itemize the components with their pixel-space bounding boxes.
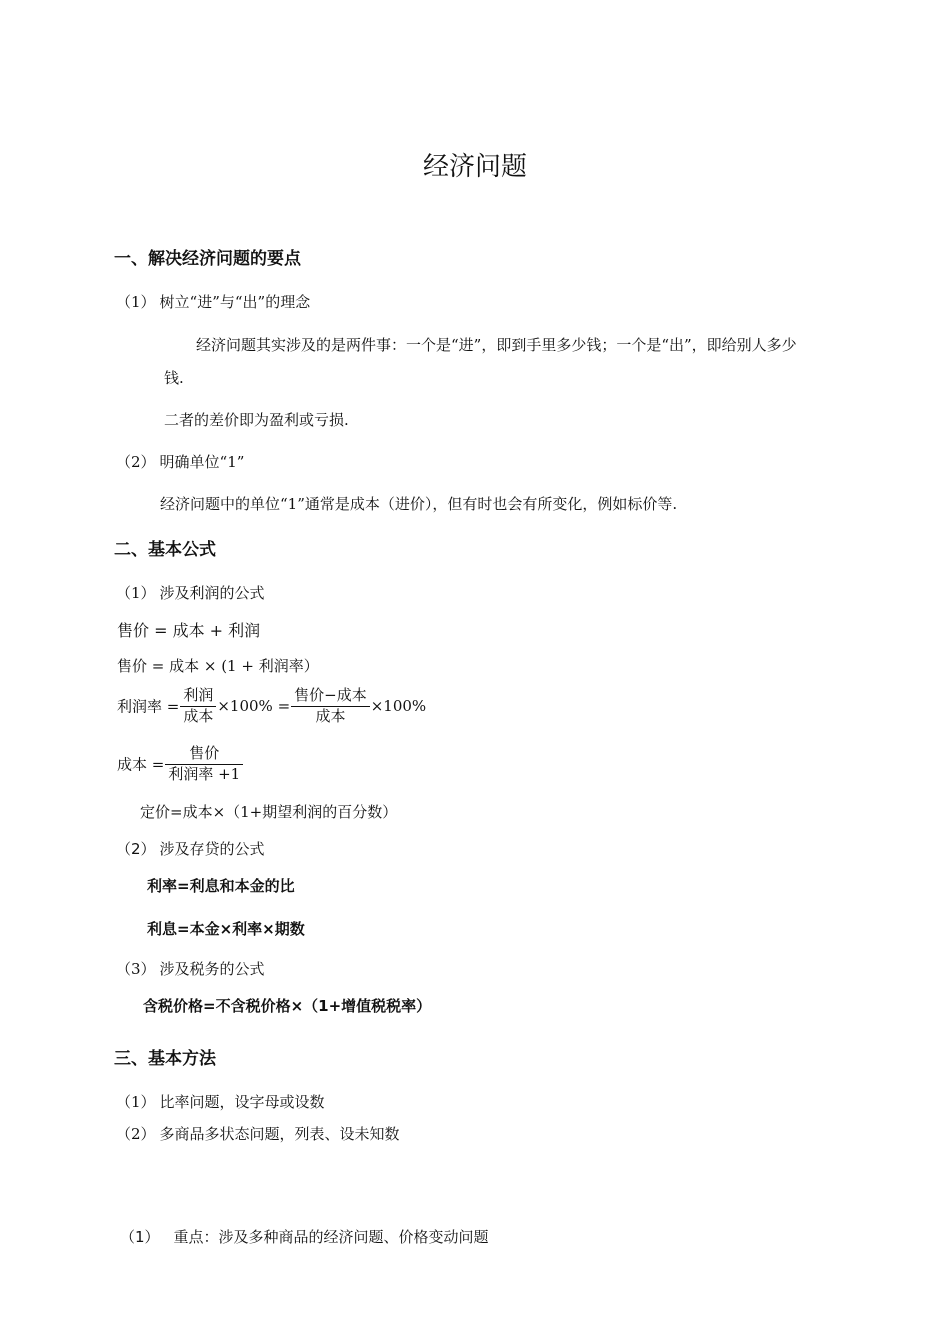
item-number: （1） [116, 1093, 156, 1111]
item-text: 树立“进”与“出”的理念 [159, 293, 311, 311]
formula-lhs: 成本 = [117, 755, 165, 774]
formula-list-price: 定价=成本×（1+期望利润的百分数） [140, 803, 398, 821]
paragraph-line: 经济问题其实涉及的是两件事：一个是“进”，即到手里多少钱；一个是“出”，即给别人多少 [196, 336, 797, 354]
list-item [116, 453, 244, 471]
fraction [180, 686, 216, 726]
section-heading-3: 三、基本方法 [114, 1049, 216, 1069]
item-number: （2） [116, 1125, 156, 1143]
fraction-denominator: 成本 [183, 706, 214, 725]
item-number: （3） [116, 960, 156, 978]
fraction-denominator: 利润率 +1 [168, 764, 241, 783]
key-point [120, 1228, 489, 1246]
formula-tail: ×100% [370, 697, 427, 715]
paragraph: 经济问题中的单位“1”通常是成本（进价），但有时也会有所变化，例如标价等. [160, 495, 678, 513]
section-heading-2: 二、基本公式 [114, 540, 216, 560]
fraction-numerator: 利润 [180, 686, 216, 707]
item-text: 明确单位“1” [159, 453, 245, 471]
item-number: （1） [116, 584, 156, 602]
page-title: 经济问题 [422, 152, 527, 182]
formula-selling-price: 售价 = 成本 + 利润 [117, 621, 261, 640]
list-item [116, 584, 265, 602]
formula-tax-price: 含税价格=不含税价格×（1+增值税税率） [143, 997, 432, 1015]
fraction-denominator: 成本 [315, 706, 346, 725]
formula-profit-rate [117, 686, 426, 726]
fraction-numerator: 售价 [165, 744, 243, 765]
list-item [116, 840, 265, 858]
item-text: 多商品多状态问题，列表、设未知数 [159, 1125, 400, 1143]
list-item [116, 293, 310, 311]
item-text: 比率问题，设字母或设数 [159, 1093, 325, 1111]
formula-interest-rate: 利率=利息和本金的比 [147, 877, 295, 895]
item-number: （2） [116, 453, 156, 471]
paragraph-line: 钱. [164, 369, 184, 387]
formula-cost [117, 744, 244, 784]
fraction [165, 744, 243, 784]
formula-middle: ×100% = [217, 697, 291, 715]
item-text: 涉及税务的公式 [159, 960, 265, 978]
fraction-numerator: 售价−成本 [291, 686, 370, 707]
formula-interest: 利息=本金×利率×期数 [147, 920, 305, 938]
formula-lhs: 利润率 = [117, 697, 180, 716]
item-number: （1） [116, 293, 156, 311]
list-item [116, 1125, 400, 1143]
item-text: 重点：涉及多种商品的经济问题、价格变动问题 [173, 1228, 489, 1246]
fraction [291, 686, 370, 726]
list-item [116, 960, 265, 978]
list-item [116, 1093, 325, 1111]
section-heading-1: 一、解决经济问题的要点 [114, 249, 301, 269]
paragraph: 二者的差价即为盈利或亏损. [164, 411, 349, 429]
item-number: （2） [116, 840, 156, 858]
formula-selling-price-rate: 售价 = 成本 × (1 + 利润率） [117, 657, 319, 675]
item-text: 涉及存贷的公式 [159, 840, 265, 858]
item-text: 涉及利润的公式 [159, 584, 265, 602]
item-number: （1） [120, 1228, 160, 1246]
